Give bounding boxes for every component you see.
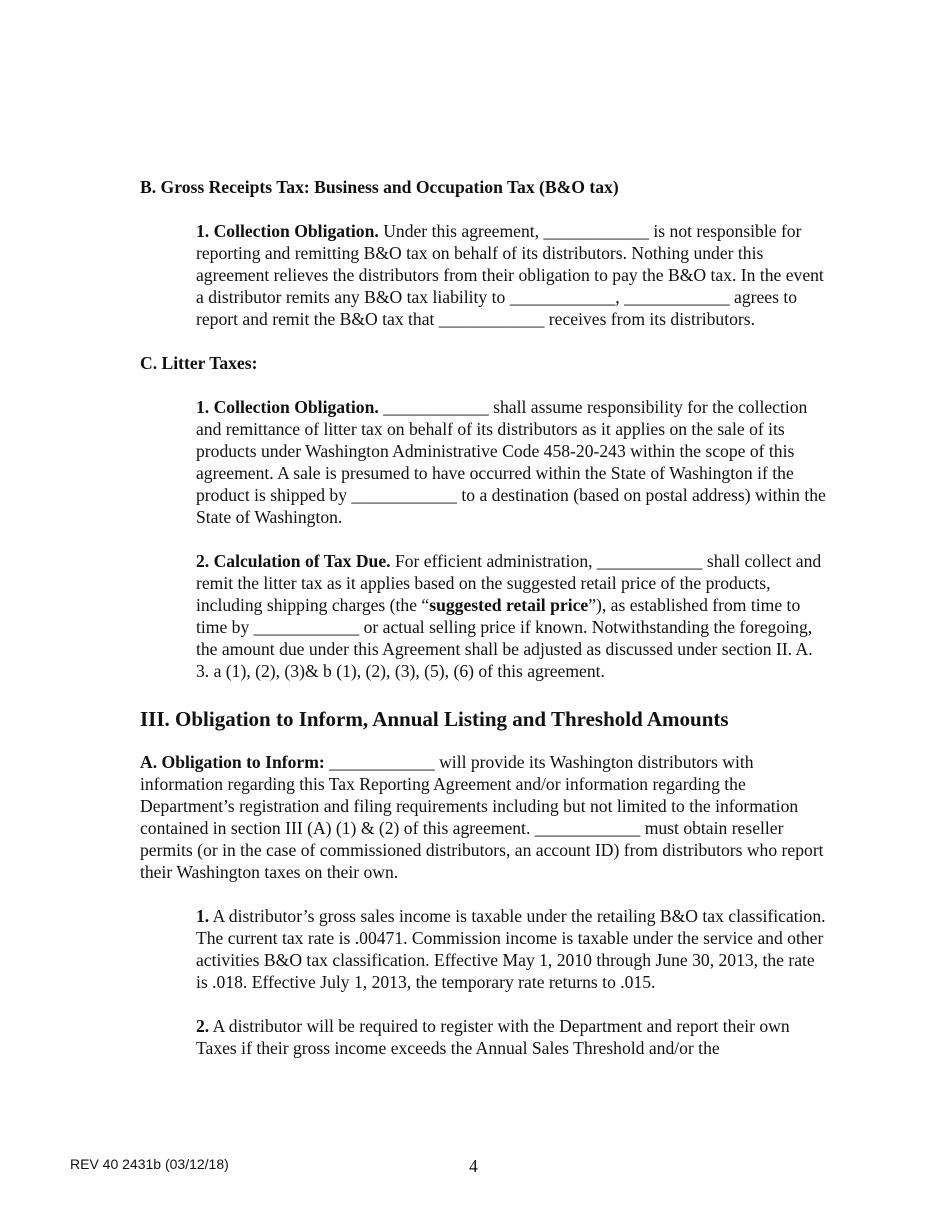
section-iii-item-1-text: A distributor’s gross sales income is taxable under the retailing B&O tax classification. The current tax rate is .00471. Commission income is taxable under the service and other activities B&O tax classification. Effective May 1, 2010 through June 30, 2013, the rate is .018. Effective July 1, 2013, the temporary rate returns to .015.: [196, 906, 826, 992]
section-iii-item-1: [196, 905, 830, 993]
section-c-item-2-label: 2. Calculation of Tax Due.: [196, 551, 391, 571]
section-iii-item-2-label: 2.: [196, 1016, 210, 1036]
section-b-item-1-text: Under this agreement, ____________ is not responsible for reporting and remitting B&O tax on behalf of its distributors. Nothing under this agreement relieves the distributors from their obligation to pay the B&O tax. In the event a distributor remits any B&O tax liability to ____________, ____________ agrees to report and remit the B&O tax that ____________ receives from its distributors.: [196, 221, 824, 329]
section-c-item-1-label: 1. Collection Obligation.: [196, 397, 379, 417]
section-c-item-1-text: ____________ shall assume responsibility for the collection and remittance of litter tax on behalf of its distributors as it applies on the sale of its products under Washington Administrative Code 458-20-243 within the scope of this agreement. A sale is presumed to have occurred within the State of Washington if the product is shipped by ____________ to a destination (based on postal address) within the State of Washington.: [196, 397, 826, 527]
page-number: 4: [469, 1156, 478, 1176]
section-c-heading: C. Litter Taxes:: [140, 353, 258, 373]
section-iii-item-2: [196, 1015, 830, 1059]
section-c-item-2-bold-term: suggested retail price: [429, 595, 589, 615]
section-iii-heading: III. Obligation to Inform, Annual Listing and Threshold Amounts: [140, 707, 729, 731]
section-iii-item-2-text: A distributor will be required to register with the Department and report their own Taxes if their gross income exceeds the Annual Sales Threshold and/or the: [196, 1016, 790, 1058]
section-iii-a-text: ____________ will provide its Washington distributors with information regarding this Tax Reporting Agreement and/or information regarding the Department’s registration and filing requirements including but not limited to the information contained in section III (A) (1) & (2) of this agreement. ____________ must obtain reseller permits (or in the case of commissioned distributors, an account ID) from distributors who report their Washington taxes on their own.: [140, 752, 824, 882]
section-c-item-2-text-a: For efficient administration, ____________ shall collect and remit the litter tax as it applies based on the suggested retail price of the products, including shipping charges (the “: [196, 551, 822, 615]
section-c-item-2: [196, 550, 830, 682]
section-b-item-1: [196, 220, 830, 330]
section-b-heading: B. Gross Receipts Tax: Business and Occupation Tax (B&O tax): [140, 177, 619, 197]
section-c-item-2-text-b: ”), as established from time to time by ____________ or actual selling price if known. Notwithstanding the foregoing, the amount due under this Agreement shall be adjusted as discussed under section II. A. 3. a (1), (2), (3)& b (1), (2), (3), (5), (6) of this agreement.: [196, 595, 813, 681]
form-number: REV 40 2431b (03/12/18): [70, 1156, 229, 1172]
section-b-item-1-label: 1. Collection Obligation.: [196, 221, 379, 241]
section-iii-a-label: A. Obligation to Inform:: [140, 752, 325, 772]
section-iii-a: [140, 751, 830, 883]
document-body: [140, 176, 830, 1059]
section-iii-item-1-label: 1.: [196, 906, 210, 926]
section-c-item-1: [196, 396, 830, 528]
